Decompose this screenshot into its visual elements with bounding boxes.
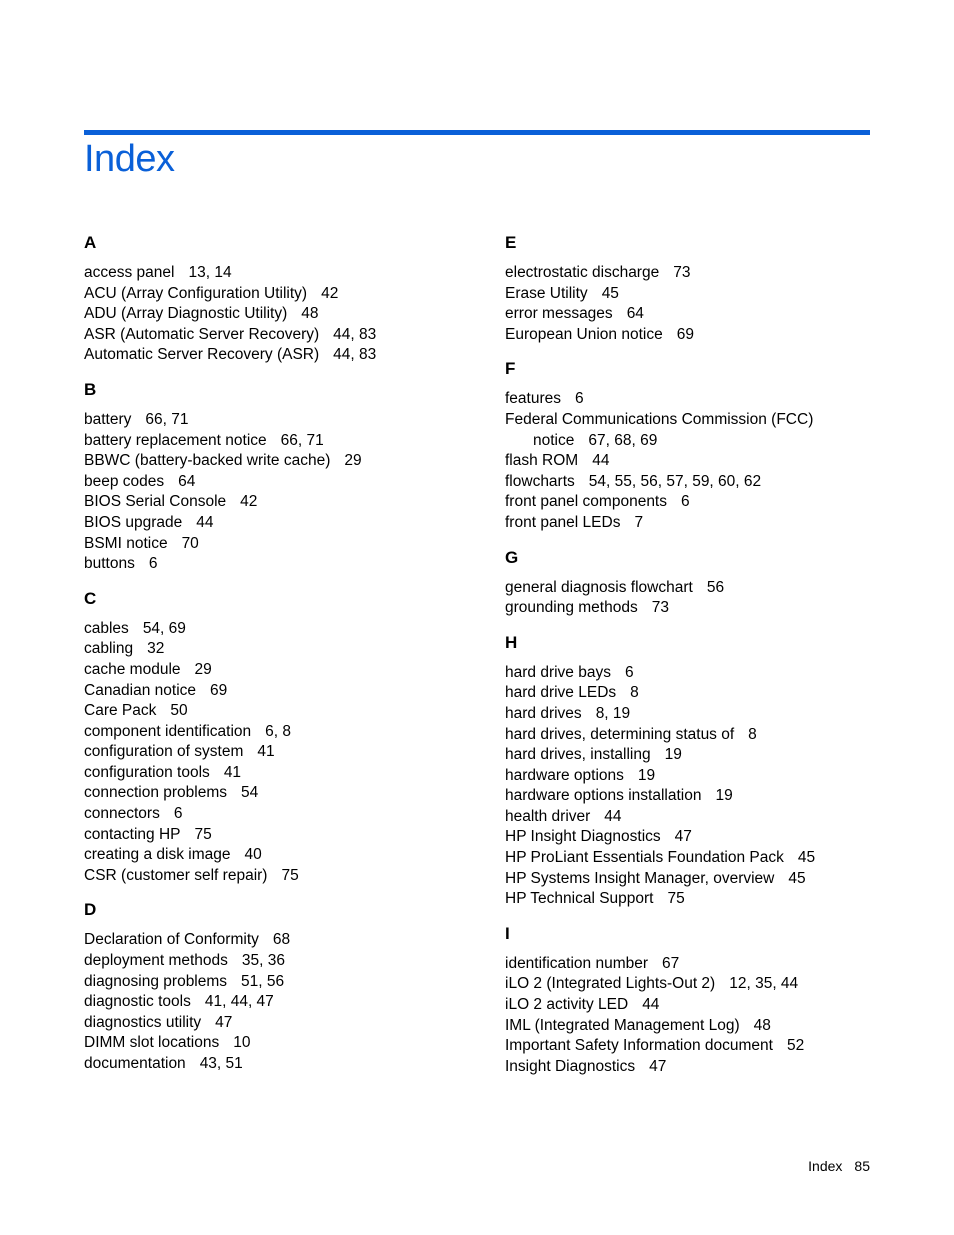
index-entry <box>84 410 484 431</box>
index-entry <box>84 492 484 513</box>
index-entry <box>505 974 905 995</box>
index-entry <box>84 681 484 702</box>
entry-term: deployment methods <box>84 952 228 970</box>
entry-term: configuration of system <box>84 743 244 761</box>
entry-pages[interactable]: 7 <box>634 513 644 531</box>
entry-pages[interactable]: 75 <box>194 825 212 843</box>
entry-pages[interactable]: 8, 19 <box>595 704 631 722</box>
entry-term: ADU (Array Diagnostic Utility) <box>84 305 288 323</box>
index-entry <box>84 866 484 887</box>
entry-list <box>84 263 484 366</box>
index-entry <box>505 492 905 513</box>
entry-term: ASR (Automatic Server Recovery) <box>84 325 320 343</box>
index-entry <box>84 845 484 866</box>
entry-pages[interactable]: 47 <box>649 1057 667 1075</box>
index-entry <box>84 639 484 660</box>
entry-term: general diagnosis flowchart <box>505 578 693 596</box>
entry-term: diagnostics utility <box>84 1013 202 1031</box>
entry-pages[interactable]: 19 <box>637 766 656 784</box>
index-entry <box>505 954 905 975</box>
entry-pages[interactable]: 44 <box>196 513 214 531</box>
index-entry <box>84 1013 484 1034</box>
section-letter: A <box>84 233 97 252</box>
entry-term: grounding methods <box>505 599 638 617</box>
section-letter: G <box>505 547 519 567</box>
index-entry <box>505 1036 905 1057</box>
entry-pages[interactable]: 52 <box>786 1037 805 1055</box>
entry-pages[interactable]: 43, 51 <box>199 1055 243 1072</box>
section-letter: F <box>505 359 516 379</box>
entry-pages[interactable]: 73 <box>673 264 691 281</box>
section-letter: C <box>84 588 97 608</box>
index-section <box>84 586 484 898</box>
entry-list <box>505 389 905 533</box>
entry-term: Care Pack <box>84 702 157 720</box>
entry-term: Automatic Server Recovery (ASR) <box>84 346 320 364</box>
footer-page-number: 85 <box>854 1158 870 1174</box>
entry-pages[interactable]: 67, 68, 69 <box>588 431 658 449</box>
section-letter: I <box>505 923 510 943</box>
page-title: Index <box>84 138 175 180</box>
entry-pages[interactable]: 69 <box>676 325 694 343</box>
entry-term: HP ProLiant Essentials Foundation Pack <box>505 849 784 867</box>
entry-pages[interactable]: 42 <box>321 284 339 302</box>
entry-term: HP Systems Insight Manager, overview <box>505 869 775 887</box>
entry-pages[interactable]: 19 <box>664 746 682 764</box>
section-gap <box>505 534 905 545</box>
entry-term: cache module <box>84 660 181 678</box>
index-entry <box>505 683 905 704</box>
page-footer <box>796 1158 870 1174</box>
entry-pages[interactable]: 69 <box>210 681 228 699</box>
index-entry <box>84 660 484 681</box>
entry-pages[interactable]: 42 <box>240 493 258 511</box>
entry-term: Federal Communications Commission (FCC) <box>505 410 814 428</box>
entry-pages[interactable]: 47 <box>674 828 692 846</box>
index-entry <box>505 848 905 869</box>
entry-term: connection problems <box>84 784 228 802</box>
index-entry <box>505 598 905 619</box>
entry-pages[interactable]: 47 <box>215 1013 233 1031</box>
entry-term: iLO 2 (Integrated Lights-Out 2) <box>505 975 716 993</box>
entry-pages[interactable]: 44 <box>592 452 610 470</box>
entry-term: BBWC (battery-backed write cache) <box>84 452 331 470</box>
index-entry <box>84 930 484 951</box>
section-gap <box>505 910 905 921</box>
entry-term: configuration tools <box>84 763 210 781</box>
entry-pages[interactable]: 64 <box>626 305 644 323</box>
entry-pages[interactable]: 70 <box>181 534 199 552</box>
entry-term: BIOS Serial Console <box>84 493 227 511</box>
entry-term: notice <box>533 431 575 449</box>
entry-term: health driver <box>505 807 591 825</box>
index-entry <box>505 513 905 534</box>
entry-pages[interactable]: 45 <box>601 284 619 302</box>
footer-label: Index <box>808 1158 843 1174</box>
index-entry <box>84 972 484 993</box>
index-entry <box>505 745 905 766</box>
entry-pages[interactable]: 54, 69 <box>142 619 186 637</box>
index-column-left <box>84 230 484 1086</box>
index-entry <box>84 451 484 472</box>
index-entry <box>505 325 905 346</box>
index-entry <box>84 742 484 763</box>
index-entry <box>505 889 905 910</box>
entry-term: buttons <box>84 555 135 573</box>
entry-term: Canadian notice <box>84 681 197 699</box>
index-entry <box>84 431 484 452</box>
title-rule <box>84 130 870 135</box>
entry-term: identification number <box>505 954 649 972</box>
entry-term: iLO 2 activity LED <box>505 996 629 1014</box>
index-entry <box>505 1057 905 1078</box>
entry-pages[interactable]: 56 <box>706 578 725 596</box>
entry-pages[interactable]: 66, 71 <box>145 410 189 428</box>
index-entry <box>505 263 905 284</box>
entry-term: hard drives, determining status of <box>505 725 735 743</box>
section-gap <box>505 345 905 356</box>
entry-pages[interactable]: 29 <box>344 452 362 470</box>
section-gap <box>84 1075 484 1086</box>
index-entry <box>505 663 905 684</box>
index-entry <box>84 325 484 346</box>
entry-term: documentation <box>84 1055 186 1072</box>
index-entry <box>84 1033 484 1054</box>
index-section <box>84 897 484 1085</box>
entry-term: diagnosing problems <box>84 972 228 990</box>
index-entry <box>505 1016 905 1037</box>
entry-term: diagnostic tools <box>84 993 191 1011</box>
entry-term: ACU (Array Configuration Utility) <box>84 284 308 302</box>
index-entry <box>505 410 905 431</box>
entry-pages[interactable]: 44, 83 <box>333 346 377 364</box>
index-entry <box>84 783 484 804</box>
index-entry <box>505 869 905 890</box>
entry-list <box>84 930 484 1074</box>
entry-pages[interactable]: 45 <box>788 869 806 887</box>
entry-pages[interactable]: 44 <box>604 807 622 825</box>
entry-pages[interactable]: 45 <box>797 849 816 867</box>
index-entry <box>505 472 905 493</box>
index-entry <box>505 304 905 325</box>
index-section <box>505 545 905 630</box>
entry-term: European Union notice <box>505 325 663 343</box>
entry-pages[interactable]: 73 <box>651 599 669 617</box>
entry-term: connectors <box>84 805 160 823</box>
section-gap <box>84 575 484 586</box>
entry-term: BSMI notice <box>84 534 168 552</box>
index-entry <box>84 825 484 846</box>
entry-term: hard drive LEDs <box>505 684 617 702</box>
entry-pages[interactable]: 6, 8 <box>265 722 292 740</box>
entry-pages[interactable]: 44 <box>642 996 660 1014</box>
index-entry <box>84 345 484 366</box>
entry-list <box>505 954 905 1078</box>
index-entry <box>505 389 905 410</box>
index-column-right <box>505 230 905 1088</box>
index-entry <box>84 722 484 743</box>
entry-term: Erase Utility <box>505 284 588 302</box>
entry-pages[interactable]: 68 <box>272 931 291 949</box>
entry-term: beep codes <box>84 472 165 490</box>
index-entry <box>84 304 484 325</box>
entry-term: flowcharts <box>505 472 575 490</box>
entry-pages[interactable]: 12, 35, 44 <box>729 975 799 993</box>
section-gap <box>505 1077 905 1088</box>
entry-pages[interactable]: 6 <box>575 390 584 408</box>
entry-pages[interactable]: 8 <box>630 684 639 702</box>
entry-pages[interactable]: 40 <box>244 846 262 864</box>
entry-term: hard drive bays <box>505 663 611 681</box>
index-entry <box>84 513 484 534</box>
entry-pages[interactable]: 41 <box>223 763 242 781</box>
entry-pages[interactable]: 75 <box>667 890 685 908</box>
index-entry <box>84 951 484 972</box>
entry-pages[interactable]: 44, 83 <box>333 325 377 343</box>
entry-term: battery replacement notice <box>84 431 267 449</box>
index-entry <box>84 619 484 640</box>
index-entry <box>505 284 905 305</box>
entry-pages[interactable]: 32 <box>147 640 165 658</box>
entry-pages[interactable]: 8 <box>748 725 757 743</box>
entry-pages[interactable]: 66, 71 <box>280 431 324 449</box>
index-section <box>505 230 905 356</box>
entry-pages[interactable]: 6 <box>681 493 690 511</box>
entry-term: hard drives, installing <box>505 746 651 764</box>
entry-term: access panel <box>84 264 175 281</box>
entry-list <box>84 410 484 575</box>
entry-pages[interactable]: 41 <box>257 743 275 761</box>
entry-pages[interactable]: 67 <box>662 954 680 972</box>
entry-pages[interactable]: 35, 36 <box>241 952 285 970</box>
entry-term: IML (Integrated Management Log) <box>505 1016 740 1034</box>
index-entry <box>505 431 905 452</box>
entry-term: hardware options <box>505 766 624 784</box>
entry-term: error messages <box>505 305 613 323</box>
entry-pages[interactable]: 48 <box>753 1016 771 1034</box>
section-letter: B <box>84 379 97 399</box>
index-entry <box>84 554 484 575</box>
section-letter: D <box>84 900 97 920</box>
entry-term: cables <box>84 619 129 637</box>
section-gap <box>84 886 484 897</box>
index-entry <box>84 701 484 722</box>
section-letter: E <box>505 233 517 252</box>
entry-pages[interactable]: 13, 14 <box>188 264 232 281</box>
entry-pages[interactable]: 54 <box>241 784 259 802</box>
entry-pages[interactable]: 51, 56 <box>241 972 285 990</box>
entry-pages[interactable]: 6 <box>148 555 158 573</box>
index-entry <box>84 992 484 1013</box>
index-section <box>505 921 905 1089</box>
index-entry <box>505 725 905 746</box>
index-entry <box>84 804 484 825</box>
entry-term: cabling <box>84 640 134 658</box>
index-section <box>84 377 484 586</box>
entry-pages[interactable]: 6 <box>173 805 183 823</box>
index-entry <box>505 451 905 472</box>
index-entry <box>505 704 905 725</box>
entry-term: Insight Diagnostics <box>505 1057 636 1075</box>
index-section <box>505 356 905 544</box>
entry-term: HP Technical Support <box>505 890 654 908</box>
entry-list <box>505 578 905 619</box>
entry-pages[interactable]: 64 <box>178 472 196 490</box>
entry-list <box>84 619 484 887</box>
entry-pages[interactable]: 29 <box>194 660 212 678</box>
entry-pages[interactable]: 19 <box>715 787 733 805</box>
index-entry <box>505 807 905 828</box>
index-section <box>505 630 905 921</box>
entry-term: DIMM slot locations <box>84 1034 220 1052</box>
index-entry <box>505 827 905 848</box>
section-letter: H <box>505 632 518 652</box>
entry-pages[interactable]: 54, 55, 56, 57, 59, 60, 62 <box>588 472 762 490</box>
index-entry <box>505 766 905 787</box>
entry-term: BIOS upgrade <box>84 513 183 531</box>
entry-term: front panel components <box>505 493 667 511</box>
index-entry <box>84 263 484 284</box>
index-entry <box>84 763 484 784</box>
entry-term: flash ROM <box>505 452 579 470</box>
index-entry <box>84 1054 484 1075</box>
entry-term: features <box>505 390 562 408</box>
entry-term: HP Insight Diagnostics <box>505 828 661 846</box>
entry-pages[interactable]: 48 <box>301 305 319 323</box>
index-entry <box>84 284 484 305</box>
section-gap <box>505 619 905 630</box>
index-entry <box>505 995 905 1016</box>
entry-term: contacting HP <box>84 825 181 843</box>
entry-term: front panel LEDs <box>505 513 621 531</box>
index-entry <box>84 472 484 493</box>
entry-pages[interactable]: 6 <box>624 663 634 681</box>
index-entry <box>84 534 484 555</box>
entry-term: battery <box>84 410 132 428</box>
entry-term: hardware options installation <box>505 787 702 805</box>
entry-term: component identification <box>84 722 252 740</box>
entry-term: Important Safety Information document <box>505 1037 773 1055</box>
entry-term: creating a disk image <box>84 846 231 864</box>
entry-list <box>505 663 905 910</box>
entry-term: hard drives <box>505 704 582 722</box>
entry-pages[interactable]: 50 <box>170 702 188 720</box>
entry-list <box>505 263 905 345</box>
entry-term: Declaration of Conformity <box>84 931 259 949</box>
entry-term: electrostatic discharge <box>505 264 660 281</box>
entry-pages[interactable]: 10 <box>233 1034 251 1052</box>
index-entry <box>505 786 905 807</box>
entry-term: CSR (customer self repair) <box>84 866 268 884</box>
entry-pages[interactable]: 41, 44, 47 <box>204 993 274 1011</box>
index-entry <box>505 578 905 599</box>
entry-pages[interactable]: 75 <box>281 866 299 884</box>
section-gap <box>84 366 484 377</box>
index-section <box>84 230 484 377</box>
